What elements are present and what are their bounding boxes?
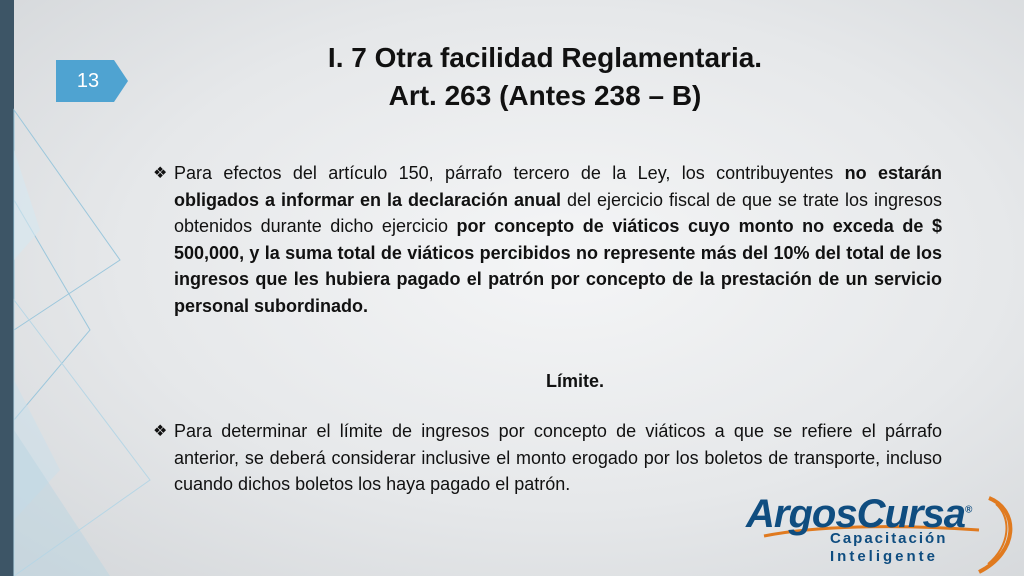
- slide-number: 13: [76, 70, 100, 92]
- para1-run-bold: no estarán obligados a informar en la declaración anual: [174, 163, 943, 210]
- paragraph-limite: Para determinar el límite de ingresos por concepto de viáticos a que se refiere el párrafo anterior, se deberá considerar inclusive el monto erogado por los boletos de transporte, incluso cuando dichos boletos los haya pagado el patrón.: [174, 421, 942, 494]
- limit-heading: Límite.: [545, 371, 604, 391]
- para1-run-bold: por concepto de viáticos cuyo monto no exceda de $ 500,000, y la suma total de viáticos percibidos no represente más del 10% del total de los ingresos que les hubiera pagado el patrón por concepto de la prestación de un servicio personal subordinado.: [174, 216, 942, 316]
- argoscursa-logo: [744, 490, 1024, 576]
- para1-run: Para efectos del artículo 150, párrafo tercero de la Ley, los contribuyentes: [174, 163, 845, 183]
- logo-word-cursa: Cursa: [856, 492, 965, 536]
- paragraph-viaticos: [174, 160, 942, 319]
- slide-title-line1: I. 7 Otra facilidad Reglamentaria.: [327, 42, 763, 73]
- para1-run: del ejercicio fiscal de que se trate los ingresos obtenidos durante dicho ejercicio: [174, 189, 942, 236]
- registered-mark: ®: [964, 504, 972, 516]
- bullet-diamond-icon: ❖: [153, 165, 168, 182]
- logo-subtitle-1: Capacitación: [830, 530, 948, 547]
- slide-title-line2: Art. 263 (Antes 238 – B): [388, 80, 702, 111]
- logo-subtitle-2: Inteligente: [830, 548, 939, 565]
- slide-number-badge: [56, 60, 128, 102]
- logo-word-argos: Argos: [746, 492, 857, 536]
- bullet-diamond-icon: ❖: [153, 423, 168, 440]
